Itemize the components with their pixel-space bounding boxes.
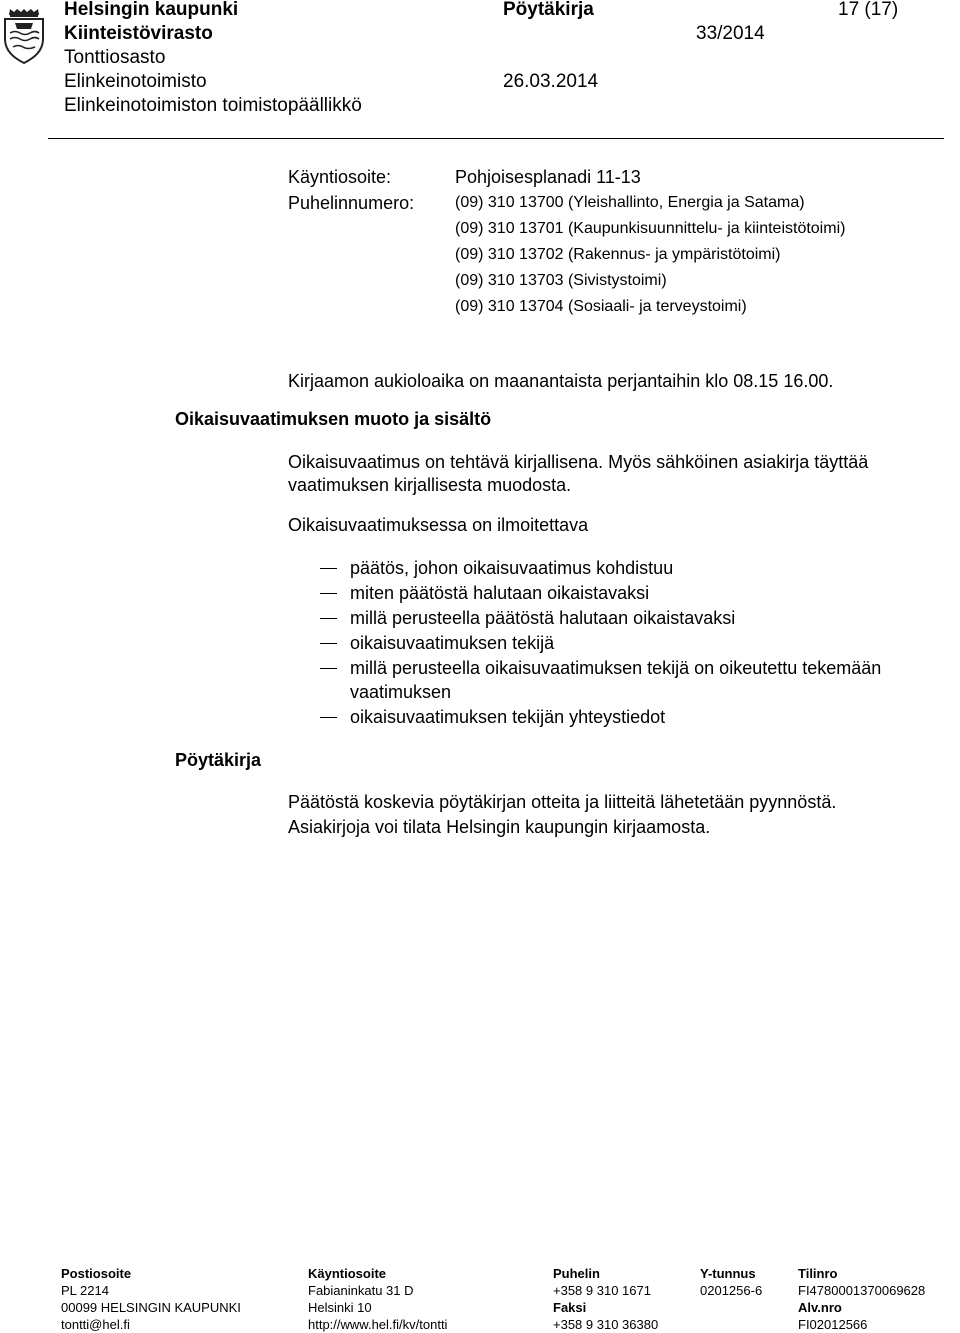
phone-line: (09) 310 13700 (Yleishallinto, Energia ja Satama) xyxy=(455,194,805,211)
list-item: päätös, johon oikaisuvaatimus kohdistuu xyxy=(320,557,920,581)
list-item: oikaisuvaatimuksen tekijän yhteystiedot xyxy=(320,706,920,730)
phone-line: (09) 310 13701 (Kaupunkisuunnittelu- ja kiinteistötoimi) xyxy=(455,220,846,237)
org-name: Helsingin kaupunki xyxy=(64,0,239,20)
footer-ytunnus: Y-tunnus 0201256-6 xyxy=(700,1266,763,1298)
helsinki-crest-logo xyxy=(1,3,47,65)
list-item: millä perusteella päätöstä halutaan oikaistavaksi xyxy=(320,607,920,631)
visit-address-value: Pohjoisesplanadi 11-13 xyxy=(455,167,641,187)
footer-phone: Puhelin +358 9 310 1671 Faksi +358 9 310 36380 xyxy=(553,1266,659,1332)
decision-maker: Elinkeinotoimiston toimistopäällikkö xyxy=(64,95,362,116)
phone-line: (09) 310 13704 (Sosiaali- ja terveystoimi) xyxy=(455,298,747,315)
dash-bullet xyxy=(320,717,337,718)
footer-visit: Käyntiosoite Fabianinkatu 31 D Helsinki 10 http://www.hel.fi/kv/tontti xyxy=(308,1266,448,1332)
minutes-line: Päätöstä koskevia pöytäkirjan otteita ja liitteitä lähetetään pyynnöstä. xyxy=(288,792,837,812)
document-type: Pöytäkirja xyxy=(503,0,594,20)
phone-line: (09) 310 13702 (Rakennus- ja ympäristötoimi) xyxy=(455,246,781,263)
dash-bullet xyxy=(320,618,337,619)
document-number: 33/2014 xyxy=(696,23,765,44)
office-name: Elinkeinotoimisto xyxy=(64,71,207,92)
header-divider xyxy=(48,138,944,139)
required-info-list xyxy=(320,557,920,731)
required-info-intro: Oikaisuvaatimuksessa on ilmoitettava xyxy=(288,515,589,535)
document-date: 26.03.2014 xyxy=(503,71,599,92)
list-item: miten päätöstä halutaan oikaistavaksi xyxy=(320,582,920,606)
footer-email[interactable]: tontti@hel.fi xyxy=(61,1317,130,1332)
department-name: Kiinteistövirasto xyxy=(64,23,213,44)
visit-address-label: Käyntiosoite: xyxy=(288,167,392,187)
footer-website-link[interactable]: http://www.hel.fi/kv/tontti xyxy=(308,1317,448,1332)
registry-hours: Kirjaamon aukioloaika on maanantaista perjantaihin klo 08.15 16.00. xyxy=(288,371,834,391)
footer-postal: Postiosoite PL 2214 00099 HELSINGIN KAUPUNKI tontti@hel.fi xyxy=(61,1266,241,1332)
page-number: 17 (17) xyxy=(838,0,899,20)
list-item: millä perusteella oikaisuvaatimuksen tekijä on oikeutettu tekemään vaatimuksen xyxy=(320,657,895,704)
phone-line: (09) 310 13703 (Sivistystoimi) xyxy=(455,272,667,289)
list-item: oikaisuvaatimuksen tekijä xyxy=(320,632,920,656)
dash-bullet xyxy=(320,593,337,594)
form-paragraph: Oikaisuvaatimus on tehtävä kirjallisena. Myös sähköinen asiakirja täyttää vaatimuksen kirjallisesta muodosta. xyxy=(288,452,869,495)
dash-bullet xyxy=(320,568,337,569)
dash-bullet xyxy=(320,668,337,669)
unit-name: Tonttiosasto xyxy=(64,47,166,68)
phone-label: Puhelinnumero: xyxy=(288,193,415,213)
minutes-line: Asiakirjoja voi tilata Helsingin kaupungin kirjaamosta. xyxy=(288,817,711,837)
section-heading-minutes: Pöytäkirja xyxy=(175,750,262,770)
dash-bullet xyxy=(320,643,337,644)
section-heading-form: Oikaisuvaatimuksen muoto ja sisältö xyxy=(175,409,492,429)
footer-account: Tilinro FI4780001370069628 Alv.nro FI02012566 xyxy=(798,1266,926,1332)
